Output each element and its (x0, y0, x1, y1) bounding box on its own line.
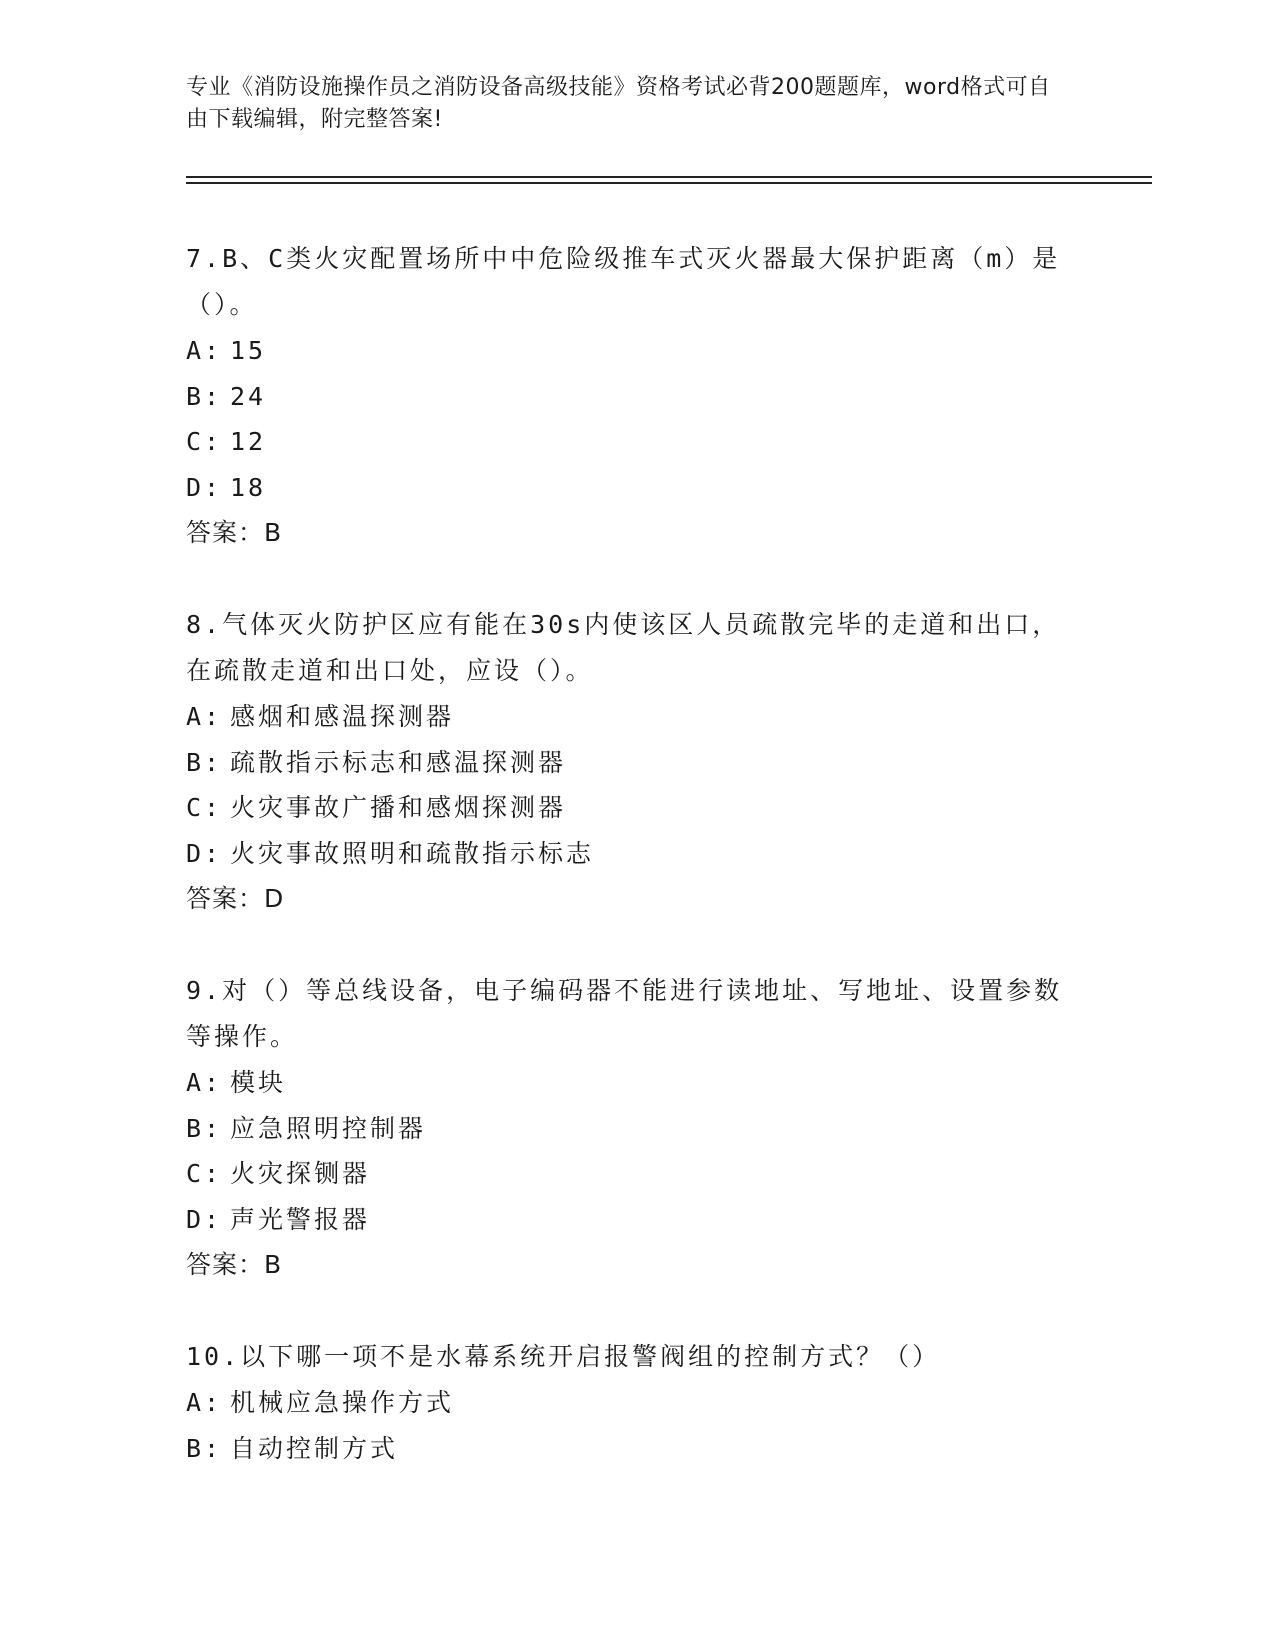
option-text: 应急照明控制器 (230, 1113, 427, 1143)
option-b (186, 1106, 1086, 1152)
question-item (186, 1334, 1086, 1471)
option-key: C: (186, 793, 223, 822)
option-key: D: (186, 472, 223, 502)
option-text: 自动控制方式 (230, 1433, 399, 1463)
option-b (186, 1426, 1086, 1472)
question-stem: 9.对（）等总线设备，电子编码器不能进行读地址、写地址、设置参数等操作。 (186, 976, 1063, 1051)
document-header: 专业《消防设施操作员之消防设备高级技能》资格考试必背200题题库，word格式可自由下载编辑，附完整答案! (186, 75, 1051, 132)
answer-line: 答案：B (186, 1250, 283, 1279)
option-text: 模块 (230, 1068, 287, 1097)
answer-line: 答案：B (186, 518, 283, 547)
option-key: A: (186, 702, 223, 731)
option-c (186, 419, 1086, 465)
header-divider-bottom (186, 182, 1152, 184)
option-text: 火灾事故照明和疏散指示标志 (230, 838, 595, 868)
option-key: D: (186, 1204, 223, 1234)
option-c (186, 1151, 1086, 1197)
option-key: A: (186, 336, 223, 365)
option-key: B: (186, 1433, 223, 1463)
option-a (186, 694, 1086, 740)
option-text: 声光警报器 (230, 1204, 371, 1234)
question-item (186, 968, 1086, 1288)
option-b (186, 374, 1086, 420)
option-key: A: (186, 1388, 223, 1417)
header-divider-top (186, 176, 1152, 178)
question-list (186, 236, 1086, 1517)
option-a (186, 1380, 1086, 1426)
answer-line: 答案：D (186, 884, 285, 913)
option-key: D: (186, 838, 223, 868)
option-text: 18 (230, 472, 267, 502)
option-text: 15 (230, 336, 267, 365)
question-item (186, 602, 1086, 922)
option-c (186, 785, 1086, 831)
question-stem: 10.以下哪一项不是水幕系统开启报警阀组的控制方式？（） (186, 1342, 941, 1371)
option-a (186, 1060, 1086, 1106)
option-d (186, 1197, 1086, 1243)
option-b (186, 740, 1086, 786)
option-text: 疏散指示标志和感温探测器 (230, 747, 567, 777)
option-key: B: (186, 747, 223, 777)
option-text: 12 (230, 427, 267, 456)
option-text: 感烟和感温探测器 (230, 702, 455, 731)
option-key: B: (186, 381, 223, 411)
option-d (186, 831, 1086, 877)
option-a (186, 328, 1086, 374)
option-key: A: (186, 1068, 223, 1097)
option-d (186, 465, 1086, 511)
question-item (186, 236, 1086, 556)
option-text: 火灾事故广播和感烟探测器 (230, 793, 567, 822)
question-stem: 7.B、C类火灾配置场所中中危险级推车式灭火器最大保护距离（m）是（）。 (186, 244, 1061, 319)
option-key: C: (186, 427, 223, 456)
option-text: 24 (230, 381, 267, 411)
question-stem: 8.气体灭火防护区应有能在30s内使该区人员疏散完毕的走道和出口，在疏散走道和出口处，应设（）。 (186, 610, 1061, 685)
option-key: C: (186, 1159, 223, 1188)
option-text: 机械应急操作方式 (230, 1388, 455, 1417)
option-text: 火灾探铡器 (230, 1159, 371, 1188)
option-key: B: (186, 1113, 223, 1143)
